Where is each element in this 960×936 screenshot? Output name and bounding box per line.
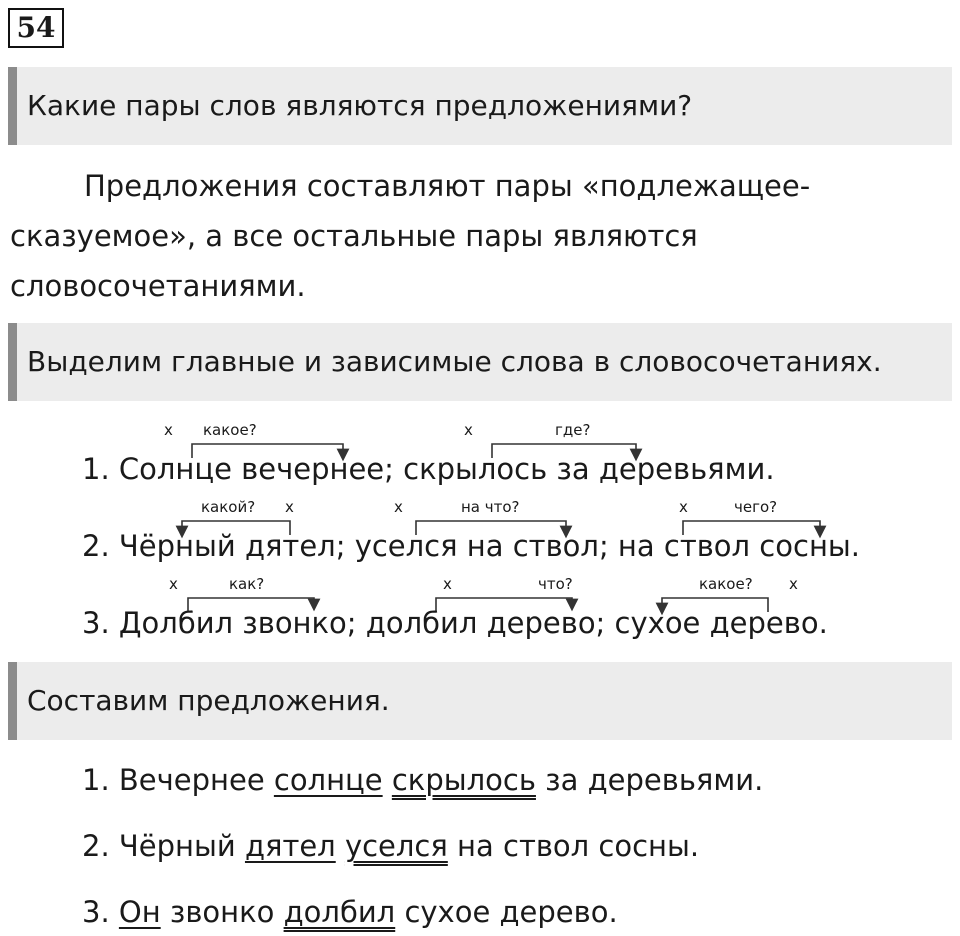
answer-line-1: Предложения составляют пары «подлежащее-: [84, 169, 811, 203]
annotation-question: чего?: [734, 498, 778, 516]
sentence-1: [82, 762, 763, 798]
word: звонко: [169, 895, 275, 929]
subject-word: дятел: [244, 829, 336, 863]
question-heading-2: Выделим главные и зависимые слова в словосочетаниях.: [8, 323, 952, 401]
annotation-question: какое?: [203, 421, 257, 439]
phrase-row-1: 1. Солнце вечернее; скрылось за деревьями.: [82, 452, 775, 486]
subject-word: Он: [118, 895, 161, 929]
question-heading-1: Какие пары слов являются предложениями?: [8, 67, 952, 145]
sentence-3: [82, 894, 618, 930]
sentence-rest: сухое дерево.: [404, 895, 618, 929]
sentence-number: 3.: [82, 895, 110, 929]
annotation-x: х: [285, 498, 294, 516]
answer-line-2: сказуемое», а все остальные пары являются: [10, 219, 698, 253]
annotation-question: как?: [229, 575, 265, 593]
annotation-question: где?: [555, 421, 591, 439]
word: Вечернее: [118, 763, 265, 797]
sentence-rest: на ствол сосны.: [457, 829, 700, 863]
annotation-question: какое?: [699, 575, 753, 593]
sentence-number: 1.: [82, 763, 110, 797]
word: Чёрный: [118, 829, 236, 863]
sentence-2: [82, 828, 699, 864]
sentence-number: 2.: [82, 829, 110, 863]
annotation-x: х: [169, 575, 178, 593]
phrase-row-2: 2. Чёрный дятел; уселся на ствол; на ствол сосны.: [82, 529, 861, 563]
annotation-x: х: [789, 575, 798, 593]
answer-line-3: словосочетаниями.: [10, 269, 306, 303]
annotation-x: х: [394, 498, 403, 516]
phrase-row-3: 3. Долбил звонко; долбил дерево; сухое дерево.: [82, 606, 828, 640]
annotation-x: х: [164, 421, 173, 439]
predicate-word: долбил: [283, 895, 396, 929]
annotation-x: х: [443, 575, 452, 593]
predicate-word: уселся: [344, 829, 448, 863]
subject-word: солнце: [273, 763, 383, 797]
annotation-question: какой?: [201, 498, 256, 516]
sentence-rest: за деревьями.: [545, 763, 764, 797]
annotation-x: х: [464, 421, 473, 439]
annotation-question: на что?: [461, 498, 520, 516]
annotation-question: что?: [538, 575, 573, 593]
task-number: 54: [8, 8, 64, 48]
question-heading-3: Составим предложения.: [8, 662, 952, 740]
annotation-x: х: [679, 498, 688, 516]
predicate-word: скрылось: [391, 763, 536, 797]
